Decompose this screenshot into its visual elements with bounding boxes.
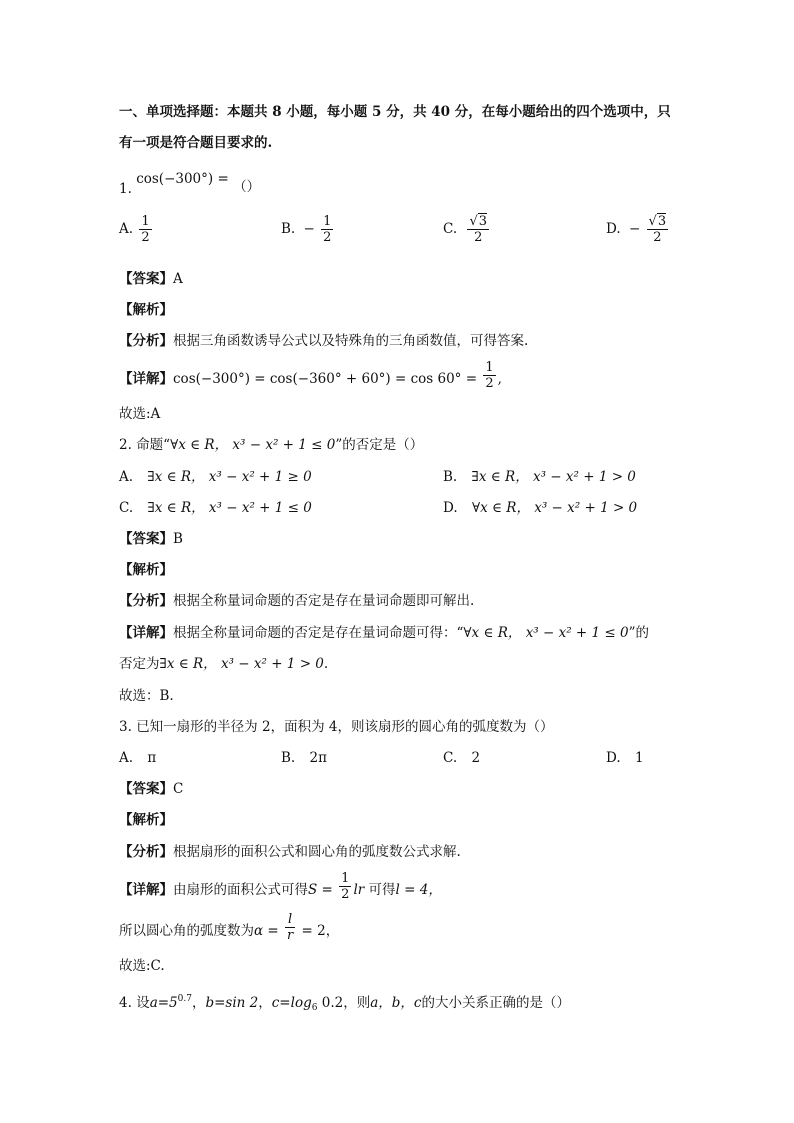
question-2-stem (119, 436, 423, 454)
stem-text: ”的否定是（） (335, 437, 424, 453)
fenxi-label: 【分析】 (119, 593, 173, 609)
detail-text: 可得 (368, 882, 396, 898)
q1-detail (119, 360, 502, 391)
answer-value: B (173, 531, 183, 547)
math-expression: c=log (271, 995, 312, 1011)
answer-label: 【答案】 (119, 271, 173, 287)
exponent: 0.7 (177, 994, 192, 1004)
math-expression: α = (254, 923, 279, 939)
option-text: ∃x ∈ R， x³ − x² + 1 ≤ 0 (147, 500, 312, 516)
fenxi-text: 根据全称量词命题的否定是存在量词命题即可解出. (173, 593, 475, 609)
answer-label: 【答案】 (119, 781, 173, 797)
stem-text: ，则 (343, 995, 371, 1011)
stem-text: 的大小关系正确的是（） (421, 995, 570, 1011)
stem-text: 命题“ (136, 437, 171, 453)
q3-answer (119, 780, 183, 798)
fraction: $\frac{1}{2}$ (323, 214, 332, 245)
math-expression: = 2， (301, 923, 340, 939)
comma: , (497, 371, 502, 387)
option-text: ∃x ∈ R， x³ − x² + 1 > 0 (471, 469, 636, 485)
option-label: C. (443, 221, 458, 237)
math-expression: S = (308, 882, 333, 898)
question-3-stem (119, 718, 553, 736)
q3-option-b (281, 749, 327, 767)
q3-analysis-label: 【解析】 (119, 812, 173, 828)
fenxi-label: 【分析】 (119, 333, 173, 349)
q3-fenxi (119, 843, 461, 861)
q2-option-d (443, 499, 637, 517)
q3-option-c (443, 749, 480, 767)
option-text: 2π (309, 750, 327, 766)
fraction: $\frac{1}{2}$ (141, 214, 150, 245)
q2-option-a (119, 468, 312, 486)
q2-analysis-label: 【解析】 (119, 562, 173, 578)
minus-sign: − (628, 221, 641, 237)
math-expression: ∀x ∈ R， (170, 437, 229, 453)
detail-text: 否定为 (119, 656, 160, 672)
answer-value: C (173, 781, 184, 797)
section-heading-line1: 一、单项选择题：本题共 8 小题，每小题 5 分，共 40 分，在每小题给出的四个选项中，只 (119, 104, 671, 120)
option-text: ∃x ∈ R， x³ − x² + 1 ≥ 0 (147, 469, 312, 485)
q1-option-d (606, 214, 670, 245)
math-expression: lr (353, 882, 365, 898)
math-expression: cos(−300°) = cos(−360° + 60°) = cos 60° = (173, 371, 478, 387)
math-expression: ∃x ∈ R， x³ − x² + 1 > 0 (159, 656, 324, 672)
q1-option-b (281, 214, 335, 245)
fenxi-text: 根据三角函数诱导公式以及特殊角的三角函数值，可得答案. (173, 333, 529, 349)
q2-answer (119, 530, 183, 548)
question-number: 4. (119, 995, 132, 1011)
option-text: 2 (471, 750, 481, 766)
detail-text: ”的 (628, 625, 650, 641)
q1-fenxi (119, 332, 528, 350)
question-1-stem (119, 170, 261, 197)
fraction: $\frac{1}{2}$ (485, 360, 494, 391)
q1-answer (119, 270, 183, 288)
answer-paren: （） (233, 179, 261, 195)
q2-choose: 故选：B. (119, 688, 174, 704)
answer-label: 【答案】 (119, 531, 173, 547)
math-expression: l = 4， (395, 882, 442, 898)
detail-text: 所以圆心角的弧度数为 (119, 923, 254, 939)
stem-text: 设 (136, 995, 150, 1011)
detail-text: 根据全称量词命题的否定是存在量词命题可得：“ (173, 625, 464, 641)
question-number: 1. (119, 181, 132, 197)
q2-option-c (119, 499, 312, 517)
math-expression: ∀x ∈ R， x³ − x² + 1 ≤ 0 (463, 625, 629, 641)
q3-choose: 故选:C. (119, 958, 165, 974)
q2-detail (119, 624, 649, 642)
question-number: 2. (119, 437, 132, 453)
option-label: A. (119, 469, 134, 485)
detail-label: 【详解】 (119, 882, 173, 898)
question-4-stem (119, 994, 570, 1012)
detail-label: 【详解】 (119, 371, 173, 387)
math-expression: b=sin 2 (205, 995, 259, 1011)
q1-analysis-label: 【解析】 (119, 302, 173, 318)
option-label: C. (443, 750, 458, 766)
option-text: π (147, 750, 157, 766)
section-heading-line2: 有一项是符合题目要求的. (119, 135, 273, 151)
q3-option-a (119, 749, 156, 767)
option-text: 1 (634, 750, 644, 766)
option-text: ∀x ∈ R， x³ − x² + 1 > 0 (471, 500, 638, 516)
q1-option-a (119, 214, 154, 245)
option-label: D. (606, 221, 621, 237)
option-label: D. (606, 750, 621, 766)
option-label: B. (281, 750, 296, 766)
option-label: A. (119, 221, 134, 237)
question-number: 3. (119, 719, 132, 735)
log-base: 6 (311, 1003, 318, 1013)
math-expression: 0.2 (317, 995, 344, 1011)
fenxi-label: 【分析】 (119, 844, 173, 860)
math-expression: cos(−300°) = (136, 171, 229, 187)
fraction: $\frac{l}{r}$ (287, 912, 294, 943)
period: . (323, 656, 329, 672)
q1-choose: 故选:A (119, 406, 161, 422)
option-label: A. (119, 750, 134, 766)
answer-value: A (173, 271, 183, 287)
q2-option-b (443, 468, 636, 486)
comma: ， (191, 995, 206, 1011)
q2-fenxi (119, 592, 474, 610)
q3-detail-line2 (119, 912, 339, 943)
comma: ， (258, 995, 272, 1011)
fraction: $\frac{√3}{2}$ (648, 214, 667, 245)
stem-text: 已知一扇形的半径为 2，面积为 4，则该扇形的圆心角的弧度数为（） (136, 719, 554, 735)
math-expression: a=5 (149, 995, 178, 1011)
detail-text: 由扇形的面积公式可得 (173, 882, 308, 898)
option-label: B. (443, 469, 458, 485)
option-label: B. (281, 221, 296, 237)
math-expression: x³ − x² + 1 ≤ 0 (232, 437, 336, 453)
q2-detail-line2 (119, 655, 328, 673)
minus-sign: − (303, 221, 315, 237)
q1-option-c (443, 214, 491, 245)
fraction: $\frac{1}{2}$ (341, 871, 350, 902)
fraction: $\frac{√3}{2}$ (469, 214, 488, 245)
option-label: D. (443, 500, 458, 516)
fenxi-text: 根据扇形的面积公式和圆心角的弧度数公式求解. (173, 844, 461, 860)
q3-option-d (606, 749, 644, 767)
q3-detail (119, 871, 442, 902)
detail-label: 【详解】 (119, 625, 173, 641)
option-label: C. (119, 500, 134, 516)
math-expression: a，b，c (370, 995, 422, 1011)
